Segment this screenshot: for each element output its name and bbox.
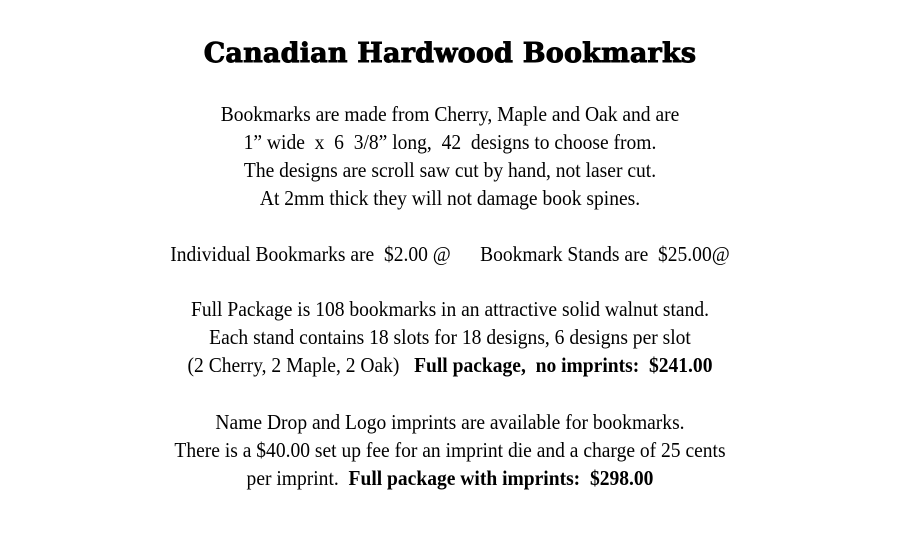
intro-paragraph [32,100,869,212]
per-imprint-text: per imprint. [246,466,339,490]
imprints-line-fees: There is a $40.00 set up fee for an imprint die and a charge of 25 cents [174,438,726,462]
imprints-line-availability: Name Drop and Logo imprints are available for bookmarks. [215,410,685,434]
pricing-row [32,240,869,268]
spacer [399,353,414,377]
intro-line-thickness: At 2mm thick they will not damage book spines. [259,186,641,210]
full-package-paragraph [32,295,869,379]
bookmark-stand-price: Bookmark Stands are $25.00@ [480,242,730,266]
no-imprints-price: Full package, no imprints: $241.00 [414,353,713,377]
with-imprints-price: Full package with imprints: $298.00 [348,466,654,490]
imprints-paragraph [32,408,869,492]
intro-line-cutting: The designs are scroll saw cut by hand, not laser cut. [243,158,657,182]
individual-bookmark-price: Individual Bookmarks are $2.00 @ [170,242,451,266]
full-package-line-slots: Each stand contains 18 slots for 18 designs, 6 designs per slot [209,325,691,349]
intro-line-dimensions: 1” wide x 6 3/8” long, 42 designs to choose from. [243,130,657,154]
full-package-line-contents: Full Package is 108 bookmarks in an attractive solid walnut stand. [190,297,709,321]
wood-mix-text: (2 Cherry, 2 Maple, 2 Oak) [187,353,400,377]
page-title: Canadian Hardwood Bookmarks [203,38,697,69]
intro-line-materials: Bookmarks are made from Cherry, Maple and Oak and are [220,102,680,126]
spacer [339,466,349,490]
pricing-spacer [451,242,480,266]
